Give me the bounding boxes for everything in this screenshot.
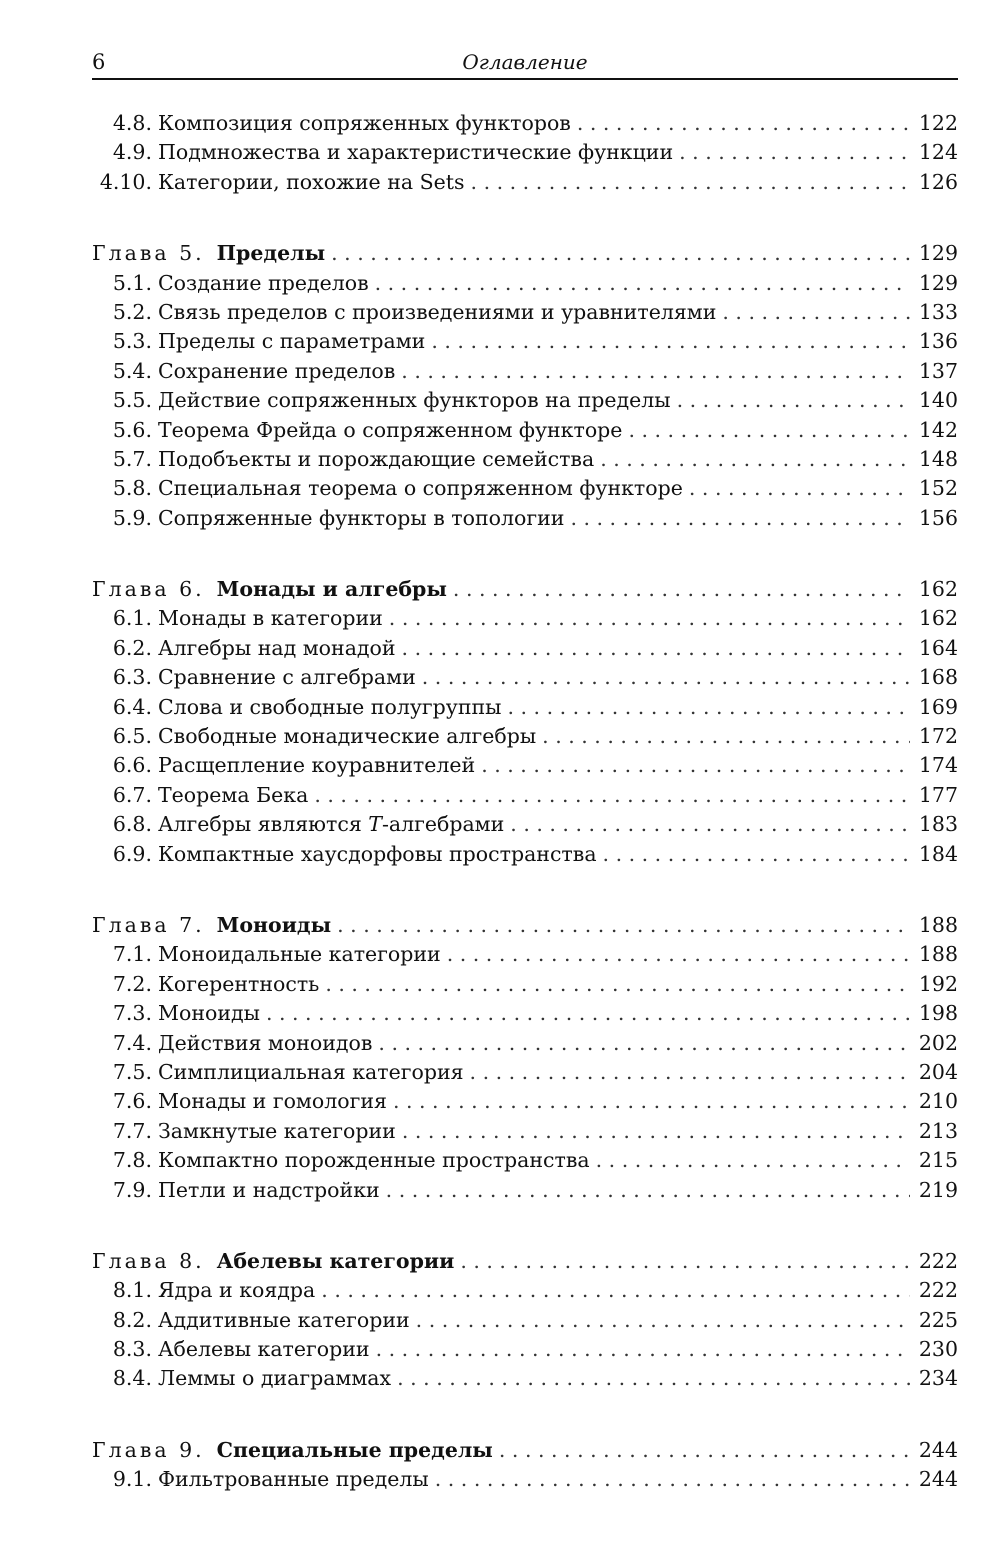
section-title: Монады в категории: [158, 606, 383, 631]
section-number: 6.6.: [112, 753, 152, 778]
section-number: 6.9.: [112, 841, 152, 866]
toc-entry[interactable]: [92, 1306, 958, 1335]
toc-entry[interactable]: [92, 1276, 958, 1305]
page-ref: 188: [918, 942, 958, 967]
page-ref: 230: [918, 1337, 958, 1362]
toc-entry[interactable]: [92, 722, 958, 751]
toc-entry[interactable]: [92, 386, 958, 415]
page-ref: 213: [918, 1118, 958, 1143]
section-title: Абелевы категории: [158, 1337, 370, 1362]
section-number: 5.5.: [112, 388, 152, 413]
page-ref: 122: [918, 111, 958, 135]
section-number: 5.8.: [112, 476, 152, 501]
leader-dots: [577, 109, 910, 138]
section-title: Сохранение пределов: [158, 358, 396, 383]
page-ref: 210: [918, 1089, 958, 1114]
section-title: Моноиды: [158, 1001, 260, 1026]
section-number: 8.3.: [112, 1337, 152, 1362]
leader-dots: [542, 722, 910, 751]
page-ref: 177: [918, 782, 958, 807]
leader-dots: [422, 663, 910, 692]
leader-dots: [402, 634, 910, 663]
toc-chapter-9: [92, 1436, 958, 1495]
section-title: [158, 810, 504, 839]
toc-chapter-6: [92, 575, 958, 869]
toc-entry[interactable]: [92, 1335, 958, 1364]
section-number: 5.1.: [112, 270, 152, 295]
leader-dots: [389, 604, 910, 633]
section-number: 5.9.: [112, 505, 152, 530]
page-ref: 129: [918, 270, 958, 295]
page-ref: 192: [918, 971, 958, 996]
page-header: [92, 46, 958, 80]
leader-dots: [376, 1335, 910, 1364]
section-title: Моноидальные категории: [158, 942, 441, 967]
section-number: 8.1.: [112, 1278, 152, 1303]
section-title: Композиция сопряженных функторов: [158, 111, 571, 135]
section-title: Сравнение с алгебрами: [158, 665, 416, 690]
chapter-label: Глава 8.: [92, 1248, 205, 1273]
page-ref: 225: [918, 1307, 958, 1332]
section-title: Свободные монадические алгебры: [158, 724, 537, 749]
chapter-heading[interactable]: [92, 911, 958, 940]
leader-dots: [470, 1058, 910, 1087]
section-number: 8.2.: [112, 1307, 152, 1332]
leader-dots: [393, 1087, 910, 1116]
page-ref: 202: [918, 1030, 958, 1055]
toc-entry[interactable]: [92, 168, 958, 197]
chapter-title: Специальные пределы: [216, 1437, 493, 1462]
running-title: Оглавление: [462, 50, 588, 74]
section-title: Теорема Бека: [158, 782, 309, 807]
leader-dots: [337, 911, 910, 940]
section-title: Подмножества и характеристические функции: [158, 140, 674, 165]
chapter-heading[interactable]: [92, 1436, 958, 1465]
toc-entry[interactable]: [92, 109, 958, 138]
section-number: 6.2.: [112, 635, 152, 660]
page-ref: 136: [918, 329, 958, 354]
leader-dots: [507, 693, 910, 722]
chapter-label: Глава 7.: [92, 912, 205, 937]
page-ref: 172: [918, 724, 958, 749]
toc-entry[interactable]: [92, 751, 958, 780]
page-ref: 183: [918, 812, 958, 837]
page-ref: 222: [918, 1248, 958, 1273]
page-ref: 169: [918, 694, 958, 719]
leader-dots: [600, 445, 910, 474]
toc-entry[interactable]: [92, 970, 958, 999]
section-number: 9.1.: [112, 1467, 152, 1492]
page-ref: 148: [918, 446, 958, 471]
page-ref: 204: [918, 1059, 958, 1084]
section-number: 5.3.: [112, 329, 152, 354]
section-title: Компактные хаусдорфовы пространства: [158, 841, 597, 866]
page-ref: 162: [918, 577, 958, 602]
section-title: Категории, похожие на Sets: [158, 169, 465, 194]
leader-dots: [722, 298, 910, 327]
section-title: Действия моноидов: [158, 1030, 373, 1055]
page-ref: 137: [918, 358, 958, 383]
section-title: Симплициальная категория: [158, 1059, 464, 1084]
page-ref: 184: [918, 841, 958, 866]
section-number: 7.6.: [112, 1089, 152, 1114]
section-number: 4.10.: [99, 169, 152, 194]
page-ref: 219: [918, 1177, 958, 1202]
section-title: Действие сопряженных функторов на пределы: [158, 388, 671, 413]
toc-entry[interactable]: [92, 810, 958, 839]
leader-dots: [386, 1176, 910, 1205]
leader-dots: [471, 168, 910, 197]
section-number: 7.5.: [112, 1059, 152, 1084]
leader-dots: [375, 269, 910, 298]
toc-entry[interactable]: [92, 474, 958, 503]
toc-entry[interactable]: [92, 1176, 958, 1205]
toc-chapter-7: [92, 911, 958, 1205]
section-title: Слова и свободные полугруппы: [158, 694, 502, 719]
toc-chapter-8: [92, 1247, 958, 1394]
leader-dots: [431, 327, 910, 356]
section-title: Подобъекты и порождающие семейства: [158, 446, 595, 471]
page-ref: 152: [918, 476, 958, 501]
section-number: 4.8.: [112, 111, 152, 135]
page-ref: 162: [918, 606, 958, 631]
section-number: 7.1.: [112, 942, 152, 967]
section-title: Связь пределов с произведениями и уравнителями: [158, 299, 717, 324]
chapter-title: Монады и алгебры: [216, 577, 447, 602]
chapter-title: Пределы: [216, 241, 326, 266]
leader-dots: [499, 1436, 910, 1465]
section-number: 6.4.: [112, 694, 152, 719]
section-title: Аддитивные категории: [158, 1307, 410, 1332]
section-title: Когерентность: [158, 971, 320, 996]
page-number: 6: [92, 50, 106, 74]
section-title: Леммы о диаграммах: [158, 1366, 392, 1391]
page-ref: 244: [918, 1437, 958, 1462]
toc-entry[interactable]: [92, 327, 958, 356]
leader-dots: [331, 239, 910, 268]
leader-dots: [266, 999, 910, 1028]
page-ref: 129: [918, 241, 958, 266]
section-title: Алгебры над монадой: [158, 635, 396, 660]
leader-dots: [677, 386, 910, 415]
section-number: 4.9.: [112, 140, 152, 165]
chapter-label: Глава 9.: [92, 1437, 205, 1462]
toc-section-continued: [92, 109, 958, 197]
leader-dots: [603, 840, 910, 869]
leader-dots: [460, 1247, 910, 1276]
leader-dots: [510, 810, 910, 839]
chapter-title: Моноиды: [216, 912, 332, 937]
page-ref: 156: [918, 505, 958, 530]
section-number: 7.2.: [112, 971, 152, 996]
page-ref: 124: [918, 140, 958, 165]
toc-entry[interactable]: [92, 416, 958, 445]
section-title: Специальная теорема о сопряженном функторе: [158, 476, 683, 501]
leader-dots: [416, 1306, 910, 1335]
chapter-label: Глава 5.: [92, 241, 205, 266]
section-number: 6.3.: [112, 665, 152, 690]
toc-chapter-5: [92, 239, 958, 533]
toc-entry[interactable]: [92, 1364, 958, 1393]
toc-entry[interactable]: [92, 781, 958, 810]
chapter-title: Абелевы категории: [216, 1248, 455, 1273]
section-title: Создание пределов: [158, 270, 369, 295]
page-ref: 174: [918, 753, 958, 778]
leader-dots: [401, 357, 910, 386]
page-ref: 133: [918, 299, 958, 324]
section-title: Петли и надстройки: [158, 1177, 380, 1202]
page-ref: 198: [918, 1001, 958, 1026]
section-title: Пределы с параметрами: [158, 329, 426, 354]
toc-entry[interactable]: [92, 940, 958, 969]
toc-entry[interactable]: [92, 999, 958, 1028]
title-suffix: -алгебрами: [381, 812, 505, 837]
page-ref: 234: [918, 1366, 958, 1391]
section-number: 6.7.: [112, 782, 152, 807]
page-ref: 140: [918, 388, 958, 413]
toc-entry[interactable]: [92, 138, 958, 167]
leader-dots: [689, 474, 910, 503]
section-number: 5.6.: [112, 417, 152, 442]
section-number: 5.7.: [112, 446, 152, 471]
section-title: Компактно порожденные пространства: [158, 1148, 590, 1173]
leader-dots: [397, 1364, 910, 1393]
page-ref: 164: [918, 635, 958, 660]
chapter-heading[interactable]: [92, 575, 958, 604]
section-number: 6.1.: [112, 606, 152, 631]
section-title: Расщепление коуравнителей: [158, 753, 476, 778]
section-number: 6.5.: [112, 724, 152, 749]
section-number: 7.9.: [112, 1177, 152, 1202]
section-title: Теорема Фрейда о сопряженном функторе: [158, 417, 623, 442]
section-title: Замкнутые категории: [158, 1118, 396, 1143]
leader-dots: [481, 751, 910, 780]
section-title: Сопряженные функторы в топологии: [158, 505, 565, 530]
toc-entry[interactable]: [92, 1029, 958, 1058]
title-italic-symbol: T: [368, 812, 382, 837]
leader-dots: [314, 781, 910, 810]
section-number: 7.8.: [112, 1148, 152, 1173]
toc-entry[interactable]: [92, 1087, 958, 1116]
chapter-label: Глава 6.: [92, 577, 205, 602]
page-ref: 142: [918, 417, 958, 442]
title-prefix: Алгебры являются: [158, 812, 369, 837]
toc-entry[interactable]: [92, 504, 958, 533]
toc-entry[interactable]: [92, 298, 958, 327]
leader-dots: [325, 970, 910, 999]
section-number: 7.3.: [112, 1001, 152, 1026]
section-title: Фильтрованные пределы: [158, 1467, 429, 1492]
leader-dots: [321, 1276, 910, 1305]
section-number: 6.8.: [112, 812, 152, 837]
toc-entry[interactable]: [92, 269, 958, 298]
page-ref: 126: [918, 169, 958, 194]
toc-entry[interactable]: [92, 1117, 958, 1146]
toc-entry[interactable]: [92, 840, 958, 869]
page-ref: 222: [918, 1278, 958, 1303]
section-number: 7.4.: [112, 1030, 152, 1055]
toc-entry[interactable]: [92, 1465, 958, 1494]
leader-dots: [596, 1146, 910, 1175]
toc-entry[interactable]: [92, 693, 958, 722]
page-ref: 168: [918, 665, 958, 690]
chapter-heading[interactable]: [92, 239, 958, 268]
leader-dots: [447, 940, 910, 969]
page-ref: 215: [918, 1148, 958, 1173]
leader-dots: [435, 1465, 910, 1494]
section-number: 5.4.: [112, 358, 152, 383]
toc-entry[interactable]: [92, 445, 958, 474]
toc-entry[interactable]: [92, 604, 958, 633]
leader-dots: [378, 1029, 910, 1058]
section-number: 5.2.: [112, 299, 152, 324]
table-of-contents: [92, 109, 958, 1537]
toc-entry[interactable]: [92, 663, 958, 692]
section-number: 8.4.: [112, 1366, 152, 1391]
toc-entry[interactable]: [92, 634, 958, 663]
leader-dots: [402, 1117, 910, 1146]
section-title: Ядра и коядра: [158, 1278, 316, 1303]
section-title: Монады и гомология: [158, 1089, 387, 1114]
toc-entry[interactable]: [92, 1146, 958, 1175]
toc-entry[interactable]: [92, 1058, 958, 1087]
leader-dots: [628, 416, 910, 445]
leader-dots: [453, 575, 910, 604]
leader-dots: [679, 138, 910, 167]
toc-entry[interactable]: [92, 357, 958, 386]
section-number: 7.7.: [112, 1118, 152, 1143]
chapter-heading[interactable]: [92, 1247, 958, 1276]
page-ref: 244: [918, 1467, 958, 1492]
page-ref: 188: [918, 912, 958, 937]
leader-dots: [570, 504, 910, 533]
